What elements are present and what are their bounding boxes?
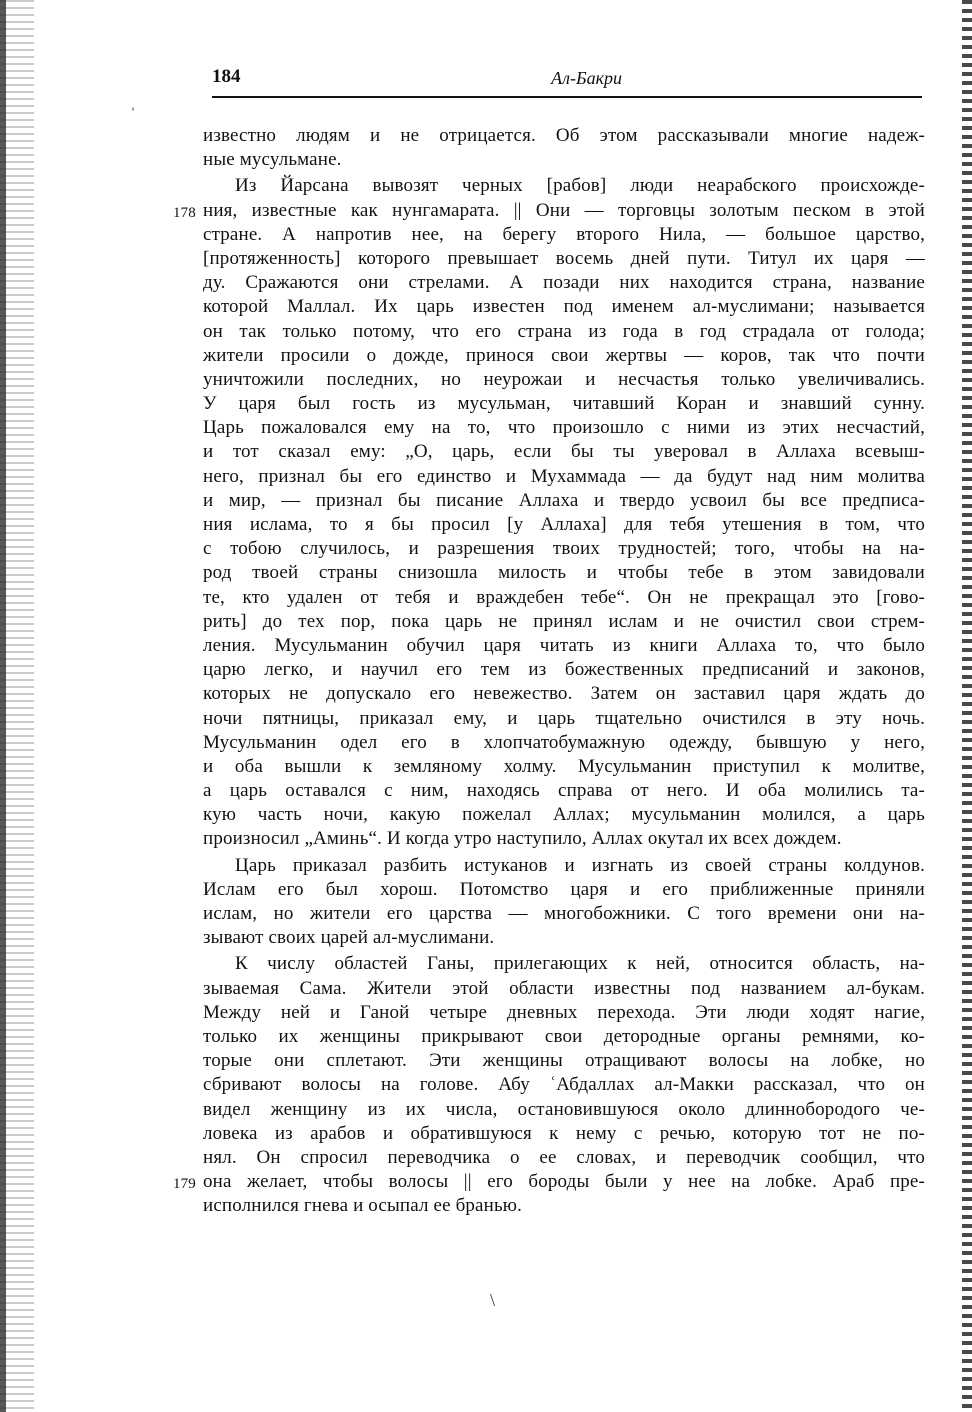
scan-left-edge-dark <box>0 0 6 1412</box>
text-line: нял. Он спросил переводчика о ее словах, и переводчик сообщил, что <box>203 1146 925 1168</box>
text-line: ловека из арабов и обратившуюся к нему с речью, которую тот не по- <box>203 1122 925 1144</box>
text-line: и мир, — признал бы писание Аллаха и твердо усвоил бы все предписа- <box>203 489 925 511</box>
text-line: уничтожили последних, но неурожаи и несчастья только увеличивались. <box>203 368 925 390</box>
text-line: а царь оставался с ним, находясь справа от него. И оба молились та- <box>203 780 925 802</box>
text-line: Из Йарсана вывозят черных [рабов] люди неарабского происхожде- <box>235 175 925 197</box>
text-line: он так только потому, что его страна из года в год страдала от голода; <box>203 320 925 342</box>
text-line: только их женщины прикрывают свои детородные органы ремнями, ко- <box>203 1025 925 1047</box>
text-line: с тобою случилось, и разрешения твоих трудностей; того, чтобы на на- <box>203 538 925 560</box>
scan-right-edge <box>962 0 972 1412</box>
text-line: и оба вышли к земляному холму. Мусульманин приступил к молитве, <box>203 755 925 777</box>
text-line: царю легко, и научил его тем из божественных предписаний и законов, <box>203 659 925 681</box>
text-line: ислам, но жители его царства — многобожники. С того времени они на- <box>203 903 925 924</box>
text-line: которых не допускало его невежество. Затем он заставил царя ждать до <box>203 683 925 705</box>
paragraph <box>173 952 925 1218</box>
text-line: ния ислама, то я бы просил [у Аллаха] для тебя утешения в том, что <box>203 514 925 535</box>
text-line: сбривают волосы на голове. Абу ʿАбдаллах ал-Макки рассказал, что он <box>203 1074 925 1096</box>
text-line: и тот сказал ему: „О, царь, если бы ты уверовал в Аллаха всевыш- <box>203 441 925 463</box>
text-line: ночи пятницы, приказал ему, и царь тщательно очистился в эту ночь. <box>203 707 925 729</box>
stray-mark: ˈ <box>130 104 136 124</box>
text-line: известно людям и не отрицается. Об этом рассказывали многие надеж- <box>203 125 925 146</box>
text-line: Между ней и Ганой четыре дневных перехода. Эти люди ходят нагие, <box>203 1001 925 1023</box>
text-line: ления. Мусульманин обучил царя читать из книги Аллаха то, что было <box>203 634 925 656</box>
text-line: рить] до тех пор, пока царь не принял ислам и не очистил свои стрем- <box>203 610 925 632</box>
text-line: род твоей страны снизошла милость и чтобы тебе в этом завидовали <box>203 562 925 584</box>
text-line: ные мусульмане. <box>203 149 342 171</box>
text-line: [протяженность] которого превышает восемь дней пути. Титул их царя — <box>203 247 925 269</box>
text-line: кую часть ночи, какую пожелал Аллах; мусульманин молился, а царь <box>203 804 925 826</box>
text-line: него, признал бы его единство и Мухаммада — да будут над ним молитва <box>203 465 925 487</box>
text-line: К числу областей Ганы, прилегающих к ней, относится область, на- <box>235 953 925 975</box>
text-line: Царь приказал разбить истуканов и изгнать из своей страны колдунов. <box>235 854 925 876</box>
page-header <box>212 62 922 98</box>
text-line: те, кто удален от тебя и враждебен тебе“. Он не прекращал это [гово- <box>203 586 925 608</box>
page-number: 184 <box>212 66 241 87</box>
text-line: Мусульманин одел его в хлопчатобумажную одежду, бывшую у него, <box>203 731 925 753</box>
text-line: которой Маллал. Их царь известен под именем ал-муслимани; называется <box>203 296 925 318</box>
text-line: Ислам его был хорош. Потомство царя и его приближенные приняли <box>203 878 925 900</box>
text-line: она желает, чтобы волосы || его бороды были у нее на лобке. Араб пре- 179 <box>203 1170 925 1194</box>
text-line: стране. А напротив нее, на берегу второго Нила, — большое царство, <box>203 223 925 245</box>
text-line: ния, известные как нунгамарата. || Они — торговцы золотым песком в этой 178 <box>203 199 925 223</box>
text-line: видел женщину из их числа, остановившуюся около длиннобородого че- <box>203 1098 925 1120</box>
running-head: Ал-Бакри <box>551 68 622 88</box>
text-line: зывают своих царей ал-муслимани. <box>203 927 495 949</box>
margin-folio-number: 179 <box>173 1176 196 1193</box>
paragraph <box>173 174 925 851</box>
stray-mark: \ <box>490 1290 496 1310</box>
text-line: произносил „Аминь“. И когда утро наступило, Аллах окутал их всех дождем. <box>203 828 842 850</box>
text-line: жители просили о дожде, принося свои жертвы — коров, так что почти <box>203 344 925 366</box>
text-line: Царь пожаловался ему на то, что произошло с ними из этих несчастий, <box>203 417 925 439</box>
header-rule <box>212 96 922 98</box>
text-line: торые они сплетают. Эти женщины отращивают волосы на лобке, но <box>203 1050 925 1072</box>
paragraph <box>203 854 925 951</box>
margin-folio-number: 178 <box>173 204 196 221</box>
paragraph <box>203 124 925 172</box>
text-line: ду. Сражаются они стрелами. А позади них находится страна, название <box>203 272 925 294</box>
text-line: зываемая Сама. Жители этой области известны под названием ал-букам. <box>203 977 925 999</box>
text-line: исполнился гнева и осыпал ее бранью. <box>203 1195 523 1217</box>
text-line: У царя был гость из мусульман, читавший Коран и знавший сунну. <box>203 393 925 415</box>
body-text <box>173 124 925 1220</box>
